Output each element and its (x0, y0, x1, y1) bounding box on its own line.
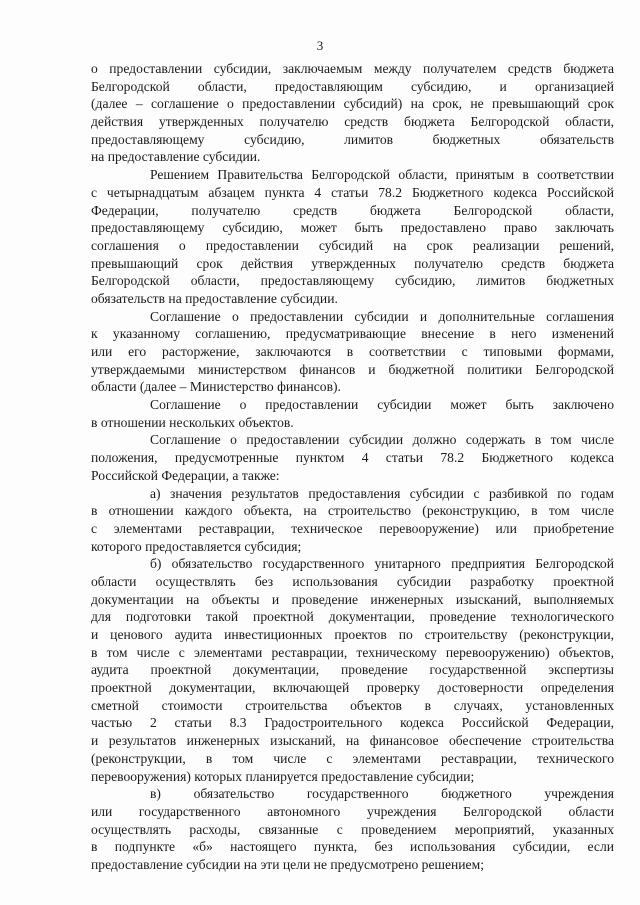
text-line: действия утвержденных получателю средств бюджета Белгородской области, (91, 114, 614, 130)
text-line: частью 2 статьи 8.3 Градостроительного кодекса Российской Федерации, (91, 715, 614, 731)
text-line: которого предоставляется субсидия; (91, 538, 302, 554)
text-line: (реконструкции, в том числе с элементами реставрации, технического (91, 750, 614, 766)
text-line: обязательств на предоставление субсидии. (91, 290, 338, 306)
text-line: Соглашение о предоставлении субсидии может быть заключено (150, 397, 614, 413)
text-line: Федерации, получателю средств бюджета Белгородской области, (91, 202, 614, 218)
text-line: (далее – соглашение о предоставлении субсидий) на срок, не превышающий срок (91, 96, 614, 112)
text-line: превышающий срок действия утвержденных получателю средств бюджета (91, 255, 614, 271)
text-line: сметной стоимости строительства объектов в случаях, установленных (91, 697, 614, 713)
text-line: к указанному соглашению, предусматривающие внесение в него изменений (91, 326, 614, 342)
text-line: в) обязательство государственного бюджетного учреждения (150, 786, 614, 802)
text-line: соглашения о предоставлении субсидий на срок реализации решений, (91, 237, 614, 253)
page-number: 3 (316, 38, 324, 53)
text-line: в том числе с элементами реставрации, техническому перевооружению) объектов, (91, 644, 614, 660)
text-line: и ценового аудита инвестиционных проектов по строительству (реконструкции, (91, 627, 614, 642)
text-line: утверждаемыми министерством финансов и бюджетной политики Белгородской (91, 361, 614, 377)
text-line: Соглашение о предоставлении субсидии и дополнительные соглашения (150, 308, 614, 324)
text-line: осуществлять расходы, связанные с проведением мероприятий, указанных (91, 821, 614, 837)
text-line: для подготовки такой проектной документации, проведение технологического (91, 609, 614, 625)
text-line: перевооружения) которых планируется предоставление субсидии; (91, 768, 475, 784)
text-line: предоставляющему субсидию, лимитов бюджетных обязательств (91, 131, 614, 147)
text-line: Решением Правительства Белгородской области, принятым в соответствии (150, 167, 614, 183)
text-line: или государственного автономного учреждения Белгородской области (91, 803, 614, 819)
text-line: и результатов инженерных изысканий, на финансовое обеспечение строительства (91, 733, 614, 749)
text-line: Соглашение о предоставлении субсидии должно содержать в том числе (150, 432, 614, 448)
text-line: в отношении нескольких объектов. (91, 414, 294, 430)
text-line: или его расторжение, заключаются в соответствии с типовыми формами, (91, 344, 614, 359)
text-line: проектной документации, включающей проверку достоверности определения (91, 680, 614, 696)
text-line: области осуществлять без использования субсидии разработку проектной (91, 573, 614, 589)
text-line: Белгородской области, предоставляющим субсидию, и организацией (91, 78, 614, 94)
text-line: аудита проектной документации, проведение государственной экспертизы (91, 662, 614, 678)
text-line: области (далее – Министерство финансов). (91, 379, 341, 395)
text-line: Белгородской области, предоставляющему субсидию, лимитов бюджетных (91, 273, 614, 289)
text-line: с элементами реставрации, техническое перевооружение) или приобретение (91, 520, 614, 536)
text-line: в подпункте «б» настоящего пункта, без использования субсидии, если (91, 839, 614, 855)
text-line: предоставление субсидии на эти цели не предусмотрено решением; (91, 856, 484, 872)
text-line: предоставляющему субсидию, может быть предоставлено право заключать (91, 220, 614, 236)
text-line: документации на объекты и проведение инженерных изысканий, выполняемых (91, 591, 614, 607)
text-line: б) обязательство государственного унитарного предприятия Белгородской (150, 556, 614, 572)
document-body (91, 60, 614, 874)
text-line: Российской Федерации, а также: (91, 467, 280, 483)
text-line: о предоставлении субсидии, заключаемым между получателем средств бюджета (91, 61, 614, 76)
text-line: а) значения результатов предоставления субсидии с разбивкой по годам (150, 485, 614, 501)
text-line: положения, предусмотренные пунктом 4 статьи 78.2 Бюджетного кодекса (91, 450, 614, 466)
text-line: на предоставление субсидии. (91, 149, 261, 165)
text-line: в отношении каждого объекта, на строительство (реконструкцию, в том числе (91, 503, 614, 519)
text-line: с четырнадцатым абзацем пункта 4 статьи 78.2 Бюджетного кодекса Российской (91, 184, 614, 200)
